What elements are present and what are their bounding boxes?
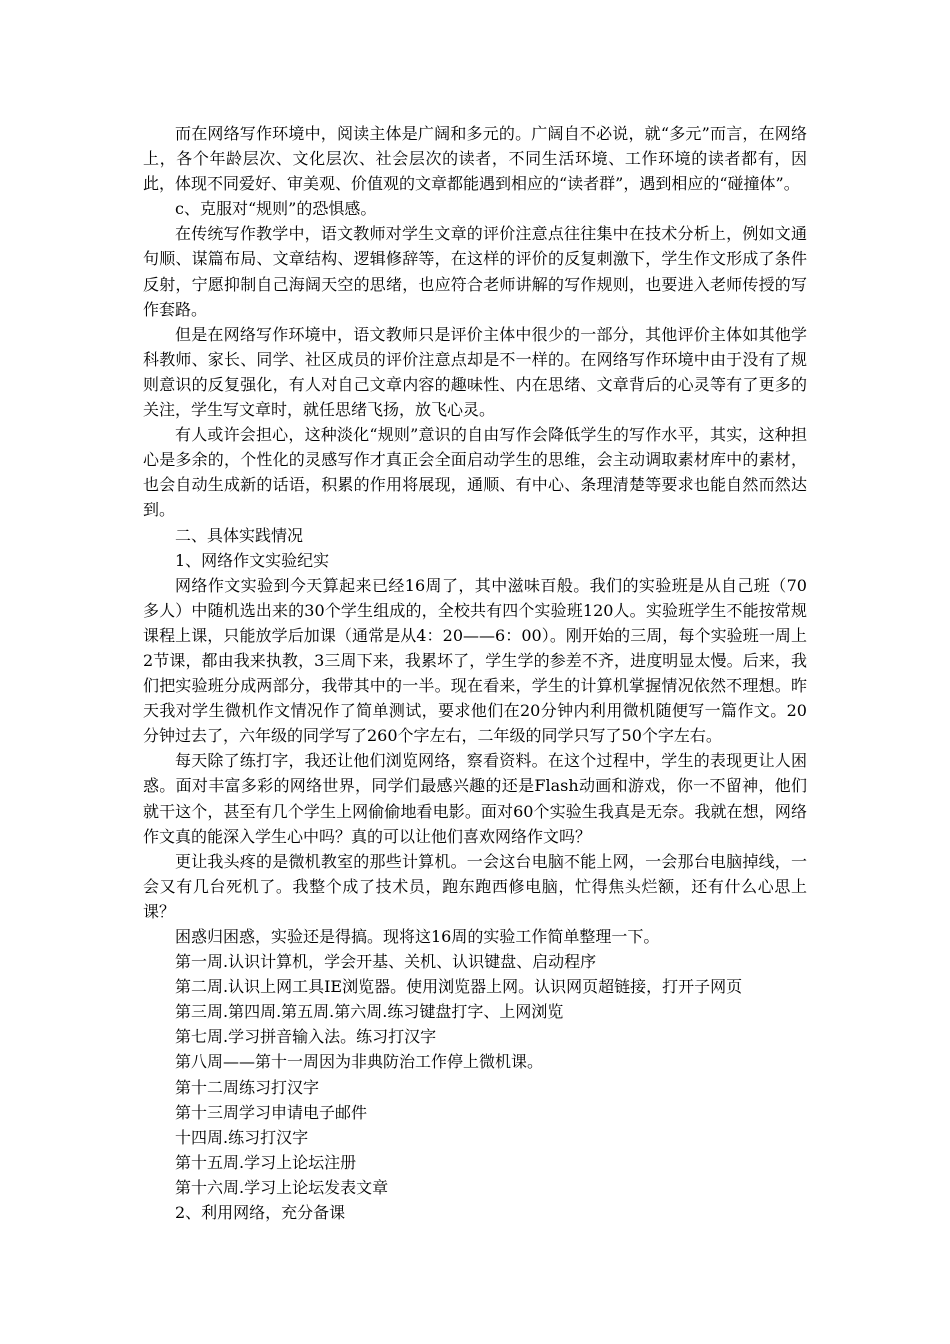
subheading-overcome-rules: c、克服对“规则”的恐惧感。 bbox=[175, 199, 377, 219]
paragraph-computer-problems: 更让我头疼的是微机教室的那些计算机。一会这台电脑不能上网，一会那台电脑掉线，一会又有几台死机了。我整个成了技术员，跑东跑西修电脑，忙得焦头烂额，还有什么心思上课？ bbox=[143, 851, 807, 921]
schedule-item: 第十二周练习打汉字 bbox=[175, 1077, 320, 1097]
paragraph-traditional-teaching: 在传统写作教学中，语文教师对学生文章的评价注意点往往集中在技术分析上，例如文通句顺、谋篇布局、文章结构、逻辑修辞等，在这样的评价的反复刺激下，学生作文形成了条件反射，宁愿抑制自己海阔天空的思绪，也应符合老师讲解的写作规则，也要进入老师传授的写作套路。 bbox=[143, 224, 807, 319]
schedule-item: 十四周.练习打汉字 bbox=[175, 1127, 309, 1147]
paragraph-network-evaluation: 但是在网络写作环境中，语文教师只是评价主体中很少的一部分，其他评价主体如其他学科教师、家长、同学、社区成员的评价注意点却是不一样的。在网络写作环境中由于没有了规则意识的反复强化，有人对自己文章内容的趣味性、内在思绪、文章背后的心灵等有了更多的关注，学生写文章时，就任思绪飞扬，放飞心灵。 bbox=[143, 324, 807, 420]
subheading-experiment-record: 1、网络作文实验纪实 bbox=[175, 550, 330, 570]
paragraph-worry: 有人或许会担心，这种淡化“规则”意识的自由写作会降低学生的写作水平，其实，这种担心是多余的，个性化的灵感写作才真正会全面启动学生的思维，会主动调取素材库中的素材，也会自动生成新的话语，积累的作用将展现，通顺、有中心、条理清楚等要求也能自然而然达到。 bbox=[143, 425, 807, 520]
schedule-item: 第三周.第四周.第五周.第六周.练习键盘打字、上网浏览 bbox=[175, 1002, 564, 1022]
paragraph-daily-browsing: 每天除了练打字，我还让他们浏览网络，察看资料。在这个过程中，学生的表现更让人困惑。面对丰富多彩的网络世界，同学们最感兴趣的还是Flash动画和游戏，你一不留神，他们就干这个，甚至有几个学生上网偷偷地看电影。面对60个实验生我真是无奈。我就在想，网络作文真的能深入学生心中吗？真的可以让他们喜欢网络作文吗？ bbox=[143, 751, 807, 846]
schedule-item: 第八周——第十一周因为非典防治工作停上微机课。 bbox=[175, 1052, 544, 1072]
paragraph-reading-subjects: 而在网络写作环境中，阅读主体是广阔和多元的。广阔自不必说，就“多元”而言，在网络上，各个年龄层次、文化层次、社会层次的读者，不同生活环境、工作环境的读者都有，因此，体现不同爱好、审美观、价值观的文章都能遇到相应的“读者群”，遇到相应的“碰撞体”。 bbox=[143, 124, 807, 194]
schedule-item: 第二周.认识上网工具IE浏览器。使用浏览器上网。认识网页超链接，打开子网页 bbox=[175, 977, 743, 997]
schedule-item: 第十三周学习申请电子邮件 bbox=[175, 1102, 368, 1122]
schedule-item: 第十六周.学习上论坛发表文章 bbox=[175, 1177, 389, 1197]
weekly-schedule-list bbox=[143, 949, 807, 1200]
paragraph-experiment-record: 网络作文实验到今天算起来已经16周了，其中滋味百般。我们的实验班是从自己班（70多人）中随机选出来的30个学生组成的，全校共有四个实验班120人。实验班学生不能按常规课程上课，只能放学后加课（通常是从4：20——6：00）。刚开始的三周，每个实验班一周上2节课，都由我来执教，3三周下来，我累坏了，学生学的参差不齐，进度明显太慢。后来，我们把实验班分成两部分，我带其中的一半。现在看来，学生的计算机掌握情况依然不理想。昨天我对学生微机作文情况作了简单测试，要求他们在20分钟内利用微机随便写一篇作文。20分钟过去了，六年级的同学写了260个字左右，二年级的同学只写了50个字左右。 bbox=[143, 575, 807, 746]
schedule-item: 第七周.学习拼音输入法。练习打汉字 bbox=[175, 1027, 437, 1047]
section-heading-practice: 二、具体实践情况 bbox=[175, 525, 304, 545]
paragraph-summary-intro: 困惑归困惑，实验还是得搞。现将这16周的实验工作简单整理一下。 bbox=[175, 927, 660, 946]
subheading-lesson-prep: 2、利用网络，充分备课 bbox=[175, 1203, 346, 1223]
schedule-item: 第十五周.学习上论坛注册 bbox=[175, 1152, 357, 1172]
schedule-item: 第一周.认识计算机，学会开基、关机、认识键盘、启动程序 bbox=[175, 952, 597, 972]
